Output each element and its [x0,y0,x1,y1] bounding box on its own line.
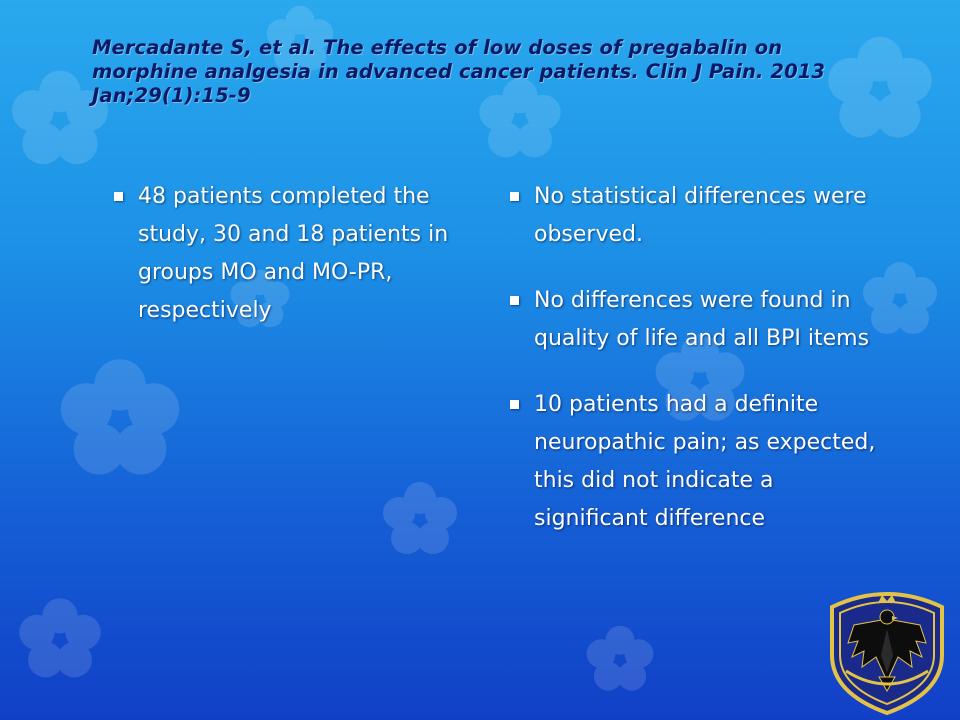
bullet-text: 10 patients had a definite neuropathic pain; as expected, this did not indicate a significant difference [534,392,876,531]
bullet-item [510,282,890,358]
square-bullet-icon [510,296,519,305]
bullet-item [114,178,454,330]
square-bullet-icon [510,400,519,409]
left-bullet-list [114,178,454,330]
bullet-item [510,386,890,538]
university-eagle-crest-icon [824,585,950,715]
bullet-item [510,178,890,254]
bullet-text: No statistical differences were observed. [534,184,867,247]
bullet-text: No differences were found in quality of life and all BPI items [534,288,870,351]
bullet-text: 48 patients completed the study, 30 and 18 patients in groups MO and MO-PR, respectively [138,184,449,323]
square-bullet-icon [114,192,123,201]
slide-title: Mercadante S, et al. The effects of low doses of pregabalin on morphine analgesia in advanced cancer patients. Clin J Pain. 2013 Jan;29(1):15-9 [92,36,826,107]
square-bullet-icon [510,192,519,201]
right-bullet-list [510,178,890,566]
